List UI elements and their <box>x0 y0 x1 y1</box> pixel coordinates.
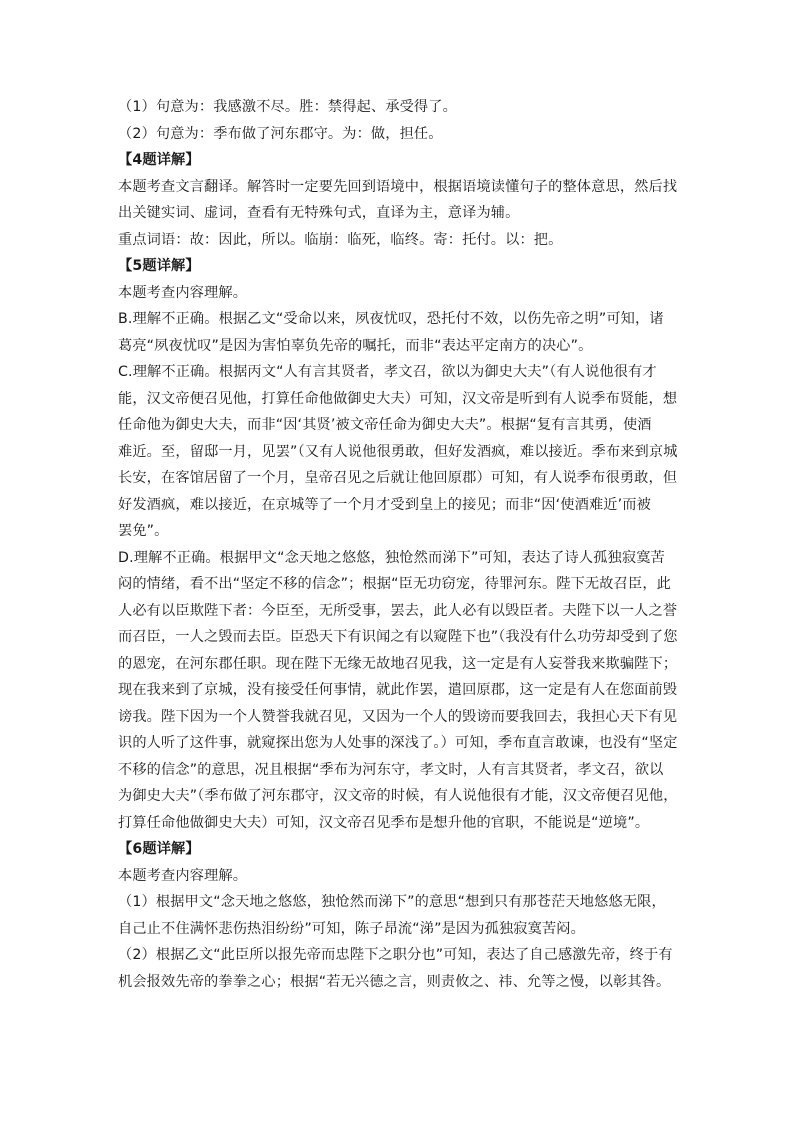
text-line: 能，汉文帝便召见他，打算任命他做御史大夫）可知，汉文帝是听到有人说季布贤能，想 <box>118 390 678 407</box>
text-line: 人必有以臣欺陛下者：今臣至，无所受事，罢去，此人必有以毁臣者。夫陛下以一人之誉 <box>118 602 678 619</box>
text-line: 谤我。陛下因为一个人赞誉我就召见，又因为一个人的毁谤而要我回去，我担心天下有见 <box>118 708 678 725</box>
text-line: 葛亮“夙夜忧叹”是因为害怕辜负先帝的嘱托，而非“表达平定南方的决心”。 <box>118 337 593 354</box>
text-line: B.理解不正确。根据乙文“受命以来，夙夜忧叹，恐托付不效，以伤先帝之明”可知，诸 <box>118 311 664 327</box>
text-line: 打算任命他做御史大夫）可知，汉文帝召见季布是想升他的官职，不能说是“逆境”。 <box>118 814 650 831</box>
section-heading-q5: 【5题详解】 <box>118 258 200 274</box>
text-line: （2）句意为：季布做了河东郡守。为：做，担任。 <box>118 125 443 142</box>
text-line: 任命他为御史大夫，而非“因‘其贤’被文帝任命为御史大夫”。根据“复有言其勇，使酒 <box>118 417 652 433</box>
text-line: （1）根据甲文“念天地之悠悠，独怆然而涕下”的意思“想到只有那苍茫天地悠悠无限， <box>118 894 666 910</box>
text-line: 机会报效先帝的拳拳之心；根据“若无兴德之言，则责攸之、祎、允等之慢，以彰其咎。 <box>118 973 671 990</box>
text-line: 本题考查内容理解。 <box>118 867 248 884</box>
text-line: （1）句意为：我感激不尽。胜：禁得起、承受得了。 <box>118 99 457 115</box>
text-line: 难近。至，留邸一月，见罢”（又有人说他很勇敢，但好发酒疯，难以接近。季布来到京城 <box>118 443 678 460</box>
text-line: 重点词语：故：因此，所以。临崩：临死，临终。寄：托付。以：把。 <box>118 231 563 248</box>
text-line: D.理解不正确。根据甲文“念天地之悠悠，独怆然而涕下”可知，表达了诗人孤独寂寞苦 <box>118 549 665 566</box>
text-line: 长安，在客馆居留了一个月，皇帝召见之后就让他回原郡）可知，有人说季布很勇敢，但 <box>118 470 678 486</box>
text-line: 现在我来到了京城，没有接受任何事情，就此作罢，遣回原郡，这一定是有人在您面前毁 <box>118 682 678 698</box>
text-line: 罢免”。 <box>118 523 169 539</box>
text-line: 本题考查内容理解。 <box>118 284 248 301</box>
text-line: 本题考查文言翻译。解答时一定要先回到语境中，根据语境读懂句子的整体意思，然后找 <box>118 178 678 195</box>
text-line: 好发酒疯，难以接近，在京城等了一个月才受到皇上的接见；而非“因‘使酒难近’而被 <box>118 496 651 513</box>
text-line: C.理解不正确。根据丙文“人有言其贤者，孝文召，欲以为御史大夫”（有人说他很有才 <box>118 364 657 380</box>
section-heading-q6: 【6题详解】 <box>118 841 200 857</box>
text-line: 出关键实词、虚词，查看有无特殊句式，直译为主，意译为辅。 <box>118 205 520 221</box>
text-line: 的恩宠，在河东郡任职。现在陛下无缘无故地召见我，这一定是有人妄誉我来欺骗陛下； <box>118 655 678 672</box>
text-line: （2）根据乙文“此臣所以报先帝而忠陛下之职分也”可知，表达了自己感激先帝，终于有 <box>118 947 673 963</box>
text-line: 不移的信念”的意思，况且根据“季布为河东守，孝文时，人有言其贤者，孝文召，欲以 <box>118 761 664 778</box>
text-line: 为御史大夫”（季布做了河东郡守，汉文帝的时候，有人说他很有才能，汉文帝便召见他， <box>118 788 678 804</box>
text-line: 识的人听了这件事，就窥探出您为人处事的深浅了。）可知，季布直言敢谏，也没有“坚定 <box>118 735 678 751</box>
text-line: 自己止不住满怀悲伤热泪纷纷”可知，陈子昂流“涕”是因为孤独寂寞苦闷。 <box>118 920 585 937</box>
section-heading-q4: 【4题详解】 <box>118 152 200 168</box>
text-line: 闷的情绪，看不出“坚定不移的信念”；根据“臣无功窃宠，待罪河东。陛下无故召臣，此 <box>118 576 671 592</box>
text-line: 而召臣，一人之毁而去臣。臣恐天下有识闻之有以窥陛下也”（我没有什么功劳却受到了您 <box>118 629 678 645</box>
